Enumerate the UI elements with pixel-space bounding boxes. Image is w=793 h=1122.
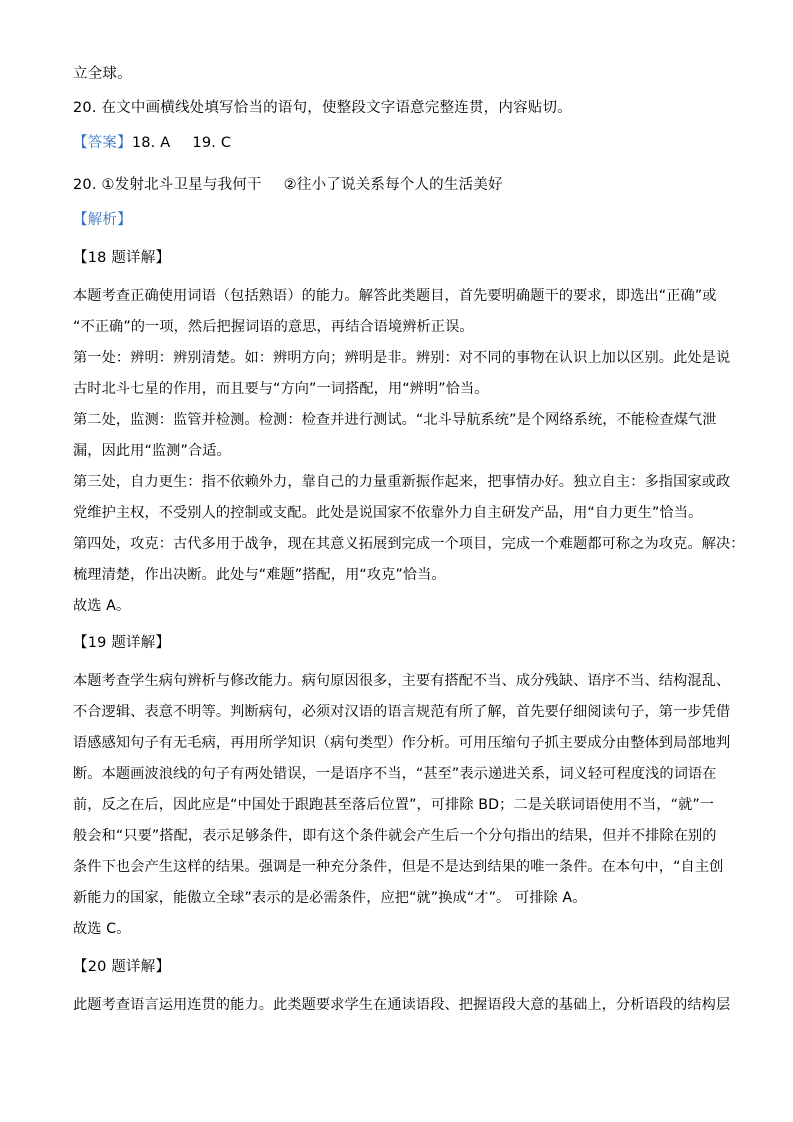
detail-19-line: 条件下也会产生这样的结果。强调是一种充分条件，但是不是达到结果的唯一条件。在本句中，“自主创	[73, 859, 724, 875]
detail-19-line: 前，反之在后，因此应是“中国处于跟跑甚至落后位置”，可排除 BD；二是关联词语使用不当，“就”一	[73, 797, 715, 813]
detail-19-line: 故选 C。	[73, 921, 131, 937]
detail-18-line: 党维护主权，不受别人的控制或支配。此处是说国家不依靠外力自主研发产品，用“自力更生”恰当。	[73, 505, 703, 521]
detail-19-line: 般会和“只要”搭配，表示足够条件，即有这个条件就会产生后一个分句指出的结果，但并不排除在别的	[73, 828, 717, 844]
detail-19-line: 本题考查学生病句辨析与修改能力。病句原因很多，主要有搭配不当、成分残缺、语序不当、结构混乱、	[73, 673, 731, 689]
question-20-prompt: 20. 在文中画横线处填写恰当的语句，使整段文字语意完整连贯，内容贴切。	[73, 100, 572, 116]
answer-row	[73, 133, 231, 153]
answer-20-second: ②往小了说关系每个人的生活美好	[283, 177, 503, 193]
answer-19: 19. C	[192, 135, 232, 151]
detail-18-line: 第一处：辨明：辨别清楚。如：辨明方向；辨明是非。辨别：对不同的事物在认识上加以区别。此处是说	[73, 350, 731, 366]
detail-18-line: “不正确”的一项，然后把握词语的意思，再结合语境辨析正误。	[73, 319, 474, 335]
answer-20-first: 20. ①发射北斗卫星与我何干	[73, 177, 262, 193]
detail-18-line: 古时北斗七星的作用，而且要与“方向”一词搭配，用“辨明”恰当。	[73, 381, 489, 397]
detail-19-line: 不合逻辑、表意不明等。判断病句，必须对汉语的语言规范有所了解，首先要仔细阅读句子，第一步凭借	[73, 704, 731, 720]
answer-18: 18. A	[131, 135, 171, 151]
intro-tail: 立全球。	[73, 66, 132, 82]
detail-18-line: 第四处，攻克：古代多用于战争，现在其意义拓展到完成一个项目，完成一个难题都可称之为攻克。解决：	[73, 536, 745, 552]
detail-19-line: 断。本题画波浪线的句子有两处错误，一是语序不当，“甚至”表示递进关系，词义轻可程度浅的词语在	[73, 766, 717, 782]
detail-20-line: 此题考查语言运用连贯的能力。此类题要求学生在通读语段、把握语段大意的基础上，分析语段的结构层	[73, 997, 731, 1013]
detail-18-line: 梳理清楚，作出决断。此处与“难题”搭配，用“攻克”恰当。	[73, 567, 446, 583]
analysis-label: 【解析】	[73, 212, 132, 228]
detail-19-line: 新能力的国家，能傲立全球”表示的是必需条件，应把“就”换成“才”。 可排除 A。	[73, 890, 587, 906]
detail-18-line: 漏，因此用“监测”合适。	[73, 443, 231, 459]
detail-19-line: 语感感知句子有无毛病，再用所学知识（病句类型）作分析。可用压缩句子抓主要成分由整体到局部地判	[73, 735, 731, 751]
detail-18-heading: 【18 题详解】	[73, 250, 171, 266]
detail-18-line: 本题考查正确使用词语（包括熟语）的能力。解答此类题目，首先要明确题干的要求，即选出“正确”或	[73, 288, 717, 304]
answer-label: 【答案】	[73, 135, 132, 151]
answer-20-row	[73, 175, 503, 195]
detail-20-heading: 【20 题详解】	[73, 959, 171, 975]
detail-18-line: 第三处，自力更生：指不依赖外力，靠自己的力量重新振作起来，把事情办好。独立自主：多指国家或政	[73, 474, 731, 490]
detail-18-line: 第二处，监测：监管并检测。检测：检查并进行测试。“北斗导航系统”是个网络系统，不能检查煤气泄	[73, 412, 717, 428]
detail-19-heading: 【19 题详解】	[73, 635, 171, 651]
detail-18-line: 故选 A。	[73, 598, 131, 614]
